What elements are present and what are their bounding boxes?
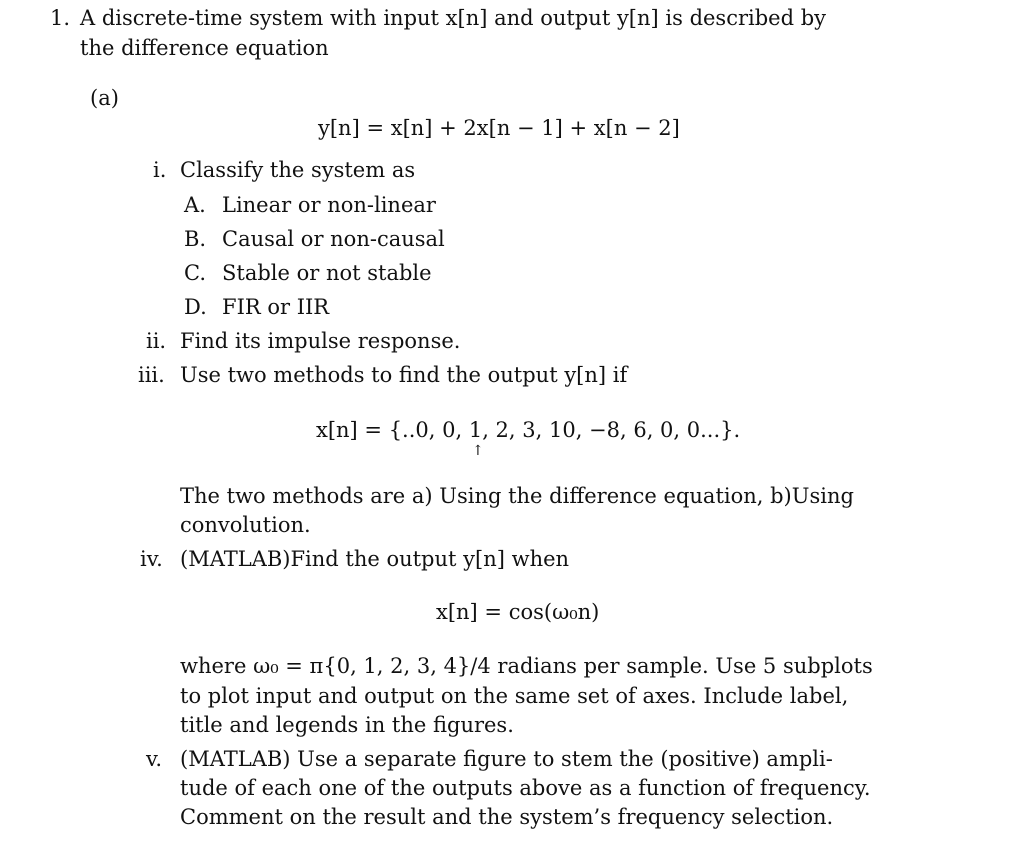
item-iii-label: iii. — [138, 363, 165, 387]
item-v-line-1: (MATLAB) Use a separate figure to stem the (positive) ampli- — [180, 747, 833, 771]
difference-equation: y[n] = x[n] + 2x[n − 1] + x[n − 2] — [318, 116, 680, 140]
methods-line-1: The two methods are a) Using the difference equation, b)Using — [180, 484, 854, 508]
option-d-text: FIR or IIR — [222, 295, 330, 319]
option-a-text: Linear or non-linear — [222, 193, 436, 217]
cosine-input-equation: x[n] = cos(ω₀n) — [436, 600, 600, 624]
item-iv-label: iv. — [140, 547, 163, 571]
option-c-text: Stable or not stable — [222, 261, 432, 285]
origin-arrow-icon: ↑ — [472, 443, 484, 459]
where-line-1: where ω₀ = π{0, 1, 2, 3, 4}/4 radians per sample. Use 5 subplots — [180, 654, 873, 678]
option-d-letter: D. — [184, 295, 207, 319]
intro-line-2: the difference equation — [80, 36, 329, 60]
item-v-line-2: tude of each one of the outputs above as a function of frequency. — [180, 776, 871, 800]
where-line-3: title and legends in the figures. — [180, 713, 514, 737]
intro-line-1: A discrete-time system with input x[n] and output y[n] is described by — [80, 6, 827, 30]
problem-number: 1. — [50, 6, 71, 30]
item-ii-text: Find its impulse response. — [180, 329, 461, 353]
option-c-letter: C. — [184, 261, 206, 285]
item-iii-text: Use two methods to find the output y[n] if — [180, 363, 628, 387]
item-i-label: i. — [153, 158, 167, 182]
where-line-2: to plot input and output on the same set of axes. Include label, — [180, 684, 849, 708]
part-label: (a) — [90, 86, 119, 110]
option-a-letter: A. — [184, 193, 206, 217]
methods-line-2: convolution. — [180, 513, 311, 537]
input-sequence: x[n] = {..0, 0, 1, 2, 3, 10, −8, 6, 0, 0...}. — [316, 418, 741, 442]
item-v-label: v. — [146, 747, 163, 771]
item-ii-label: ii. — [146, 329, 167, 353]
item-iv-text: (MATLAB)Find the output y[n] when — [180, 547, 570, 571]
item-v-line-3: Comment on the result and the system’s frequency selection. — [180, 805, 834, 829]
item-i-text: Classify the system as — [180, 158, 416, 182]
option-b-text: Causal or non-causal — [222, 227, 445, 251]
option-b-letter: B. — [184, 227, 207, 251]
